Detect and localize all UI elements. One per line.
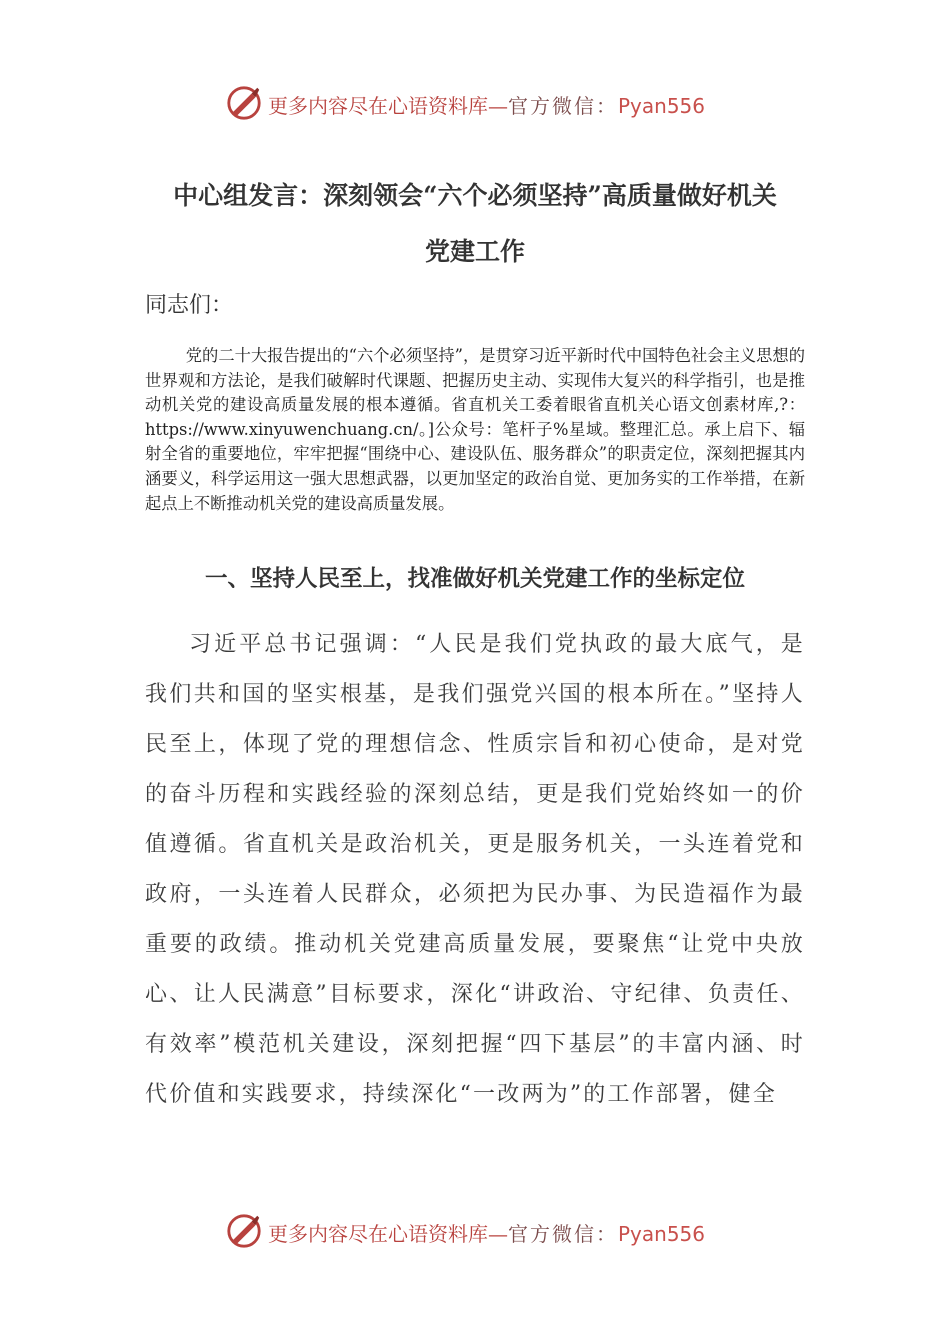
banner-dash: — bbox=[488, 1222, 508, 1246]
title-line-2: 党建工作 bbox=[424, 237, 525, 266]
banner-wechat-id: Pyan556 bbox=[618, 1222, 706, 1246]
banner-wechat-label: 官方微信： bbox=[508, 1222, 618, 1246]
banner-lead: 更多内容尽在心语资料库 bbox=[268, 94, 488, 118]
header-banner bbox=[0, 78, 950, 128]
banner-wechat-label: 官方微信： bbox=[508, 94, 618, 118]
salutation: 同志们： bbox=[145, 293, 234, 318]
footer-banner bbox=[0, 1206, 950, 1256]
banner-lead: 更多内容尽在心语资料库 bbox=[268, 1222, 488, 1246]
banner-text bbox=[268, 1218, 705, 1247]
section-heading-1: 一、坚持人民至上，找准做好机关党建工作的坐标定位 bbox=[204, 566, 745, 592]
body-paragraph: 习近平总书记强调：“人民是我们党执政的最大底气，是我们共和国的坚实根基，是我们强党兴国的根本所在。”坚持人民至上，体现了党的理想信念、性质宗旨和初心使命，是对党的奋斗历程和实践经验的深刻总结，更是我们党始终如一的价值遵循。省直机关是政治机关，更是服务机关，一头连着党和政府，一头连着人民群众，必须把为民办事、为民造福作为最重要的政绩。推动机关党建高质量发展，要聚焦“让党中央放心、让人民满意”目标要求，深化“讲政治、守纪律、负责任、有效率”模范机关建设，深刻把握“四下基层”的丰富内涵、时代价值和实践要求，持续深化“一改两为”的工作部署，健全 bbox=[145, 632, 805, 1107]
pen-logo-icon bbox=[225, 1212, 263, 1250]
banner-dash: — bbox=[488, 94, 508, 118]
intro-paragraph: 党的二十大报告提出的“六个必须坚持”，是贯穿习近平新时代中国特色社会主义思想的世界观和方法论，是我们破解时代课题、把握历史主动、实现伟大复兴的科学指引，也是推动机关党的建设高质量发展的根本遵循。省直机关工委着眼省直机关心语文创素材库,?：https://www.xinyuwenchuang.cn/。]公众号：笔杆子%星域。整理汇总。承上启下、辐射全省的重要地位，牢牢把握“围绕中心、建设队伍、服务群众”的职责定位，深刻把握其内涵要义，科学运用这一强大思想武器，以更加坚定的政治自觉、更加务实的工作举措，在新起点上不断推动机关党的建设高质量发展。 bbox=[145, 346, 805, 513]
banner-text bbox=[268, 90, 705, 119]
banner-wechat-id: Pyan556 bbox=[618, 94, 706, 118]
pen-logo-icon bbox=[225, 84, 263, 122]
page-title bbox=[145, 168, 805, 280]
title-line-1: 中心组发言：深刻领会“六个必须坚持”高质量做好机关 bbox=[173, 181, 777, 210]
